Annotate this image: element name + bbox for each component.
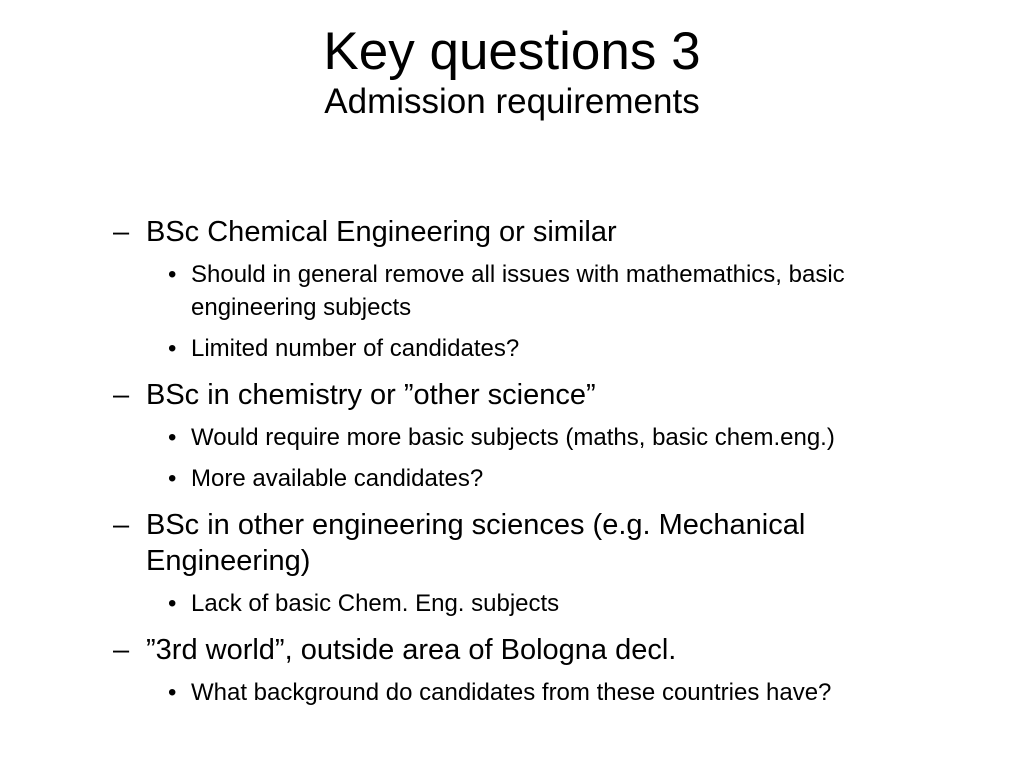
sub-list [113,676,993,709]
sub-list-item [113,587,951,620]
list-item-text: BSc Chemical Engineering or similar [146,216,617,248]
slide-title: Key questions 3 [323,22,701,81]
bullet-marker: • [168,424,177,451]
sub-list [113,258,993,365]
sub-list-item-text: More available candidates? [191,465,484,492]
title-block [0,22,1024,122]
list-item [113,632,993,668]
list-item [113,507,926,579]
sub-list [113,421,993,495]
dash-marker: – [113,216,130,248]
list-item [113,377,993,413]
sub-list-item-text: Limited number of candidates? [191,335,520,362]
sub-list-item-text: What background do candidates from these countries have? [191,679,832,706]
bullet-marker: • [168,590,177,617]
list-item-text: ”3rd world”, outside area of Bologna decl. [146,634,677,666]
bullet-marker: • [168,679,177,706]
sub-list-item-text: Should in general remove all issues with mathemathics, basic engineering subjects [191,261,845,321]
list-item [113,214,993,250]
sub-list-item [113,258,951,324]
sub-list-item-text: Would require more basic subjects (maths, basic chem.eng.) [191,424,835,451]
bullet-marker: • [168,465,177,492]
bullet-marker: • [168,261,177,288]
list-item-text: BSc in chemistry or ”other science” [146,379,596,411]
dash-marker: – [113,509,130,541]
bullet-marker: • [168,335,177,362]
sub-list-item [113,676,991,709]
sub-list-item [113,332,951,365]
dash-marker: – [113,634,130,666]
sub-list [113,587,993,620]
list-item-text: BSc in other engineering sciences (e.g. Mechanical Engineering) [146,509,806,577]
bullet-list [113,214,993,721]
sub-list-item [113,421,991,454]
sub-list-item [113,462,951,495]
dash-marker: – [113,379,130,411]
sub-list-item-text: Lack of basic Chem. Eng. subjects [191,590,560,617]
slide-subtitle: Admission requirements [324,82,700,121]
